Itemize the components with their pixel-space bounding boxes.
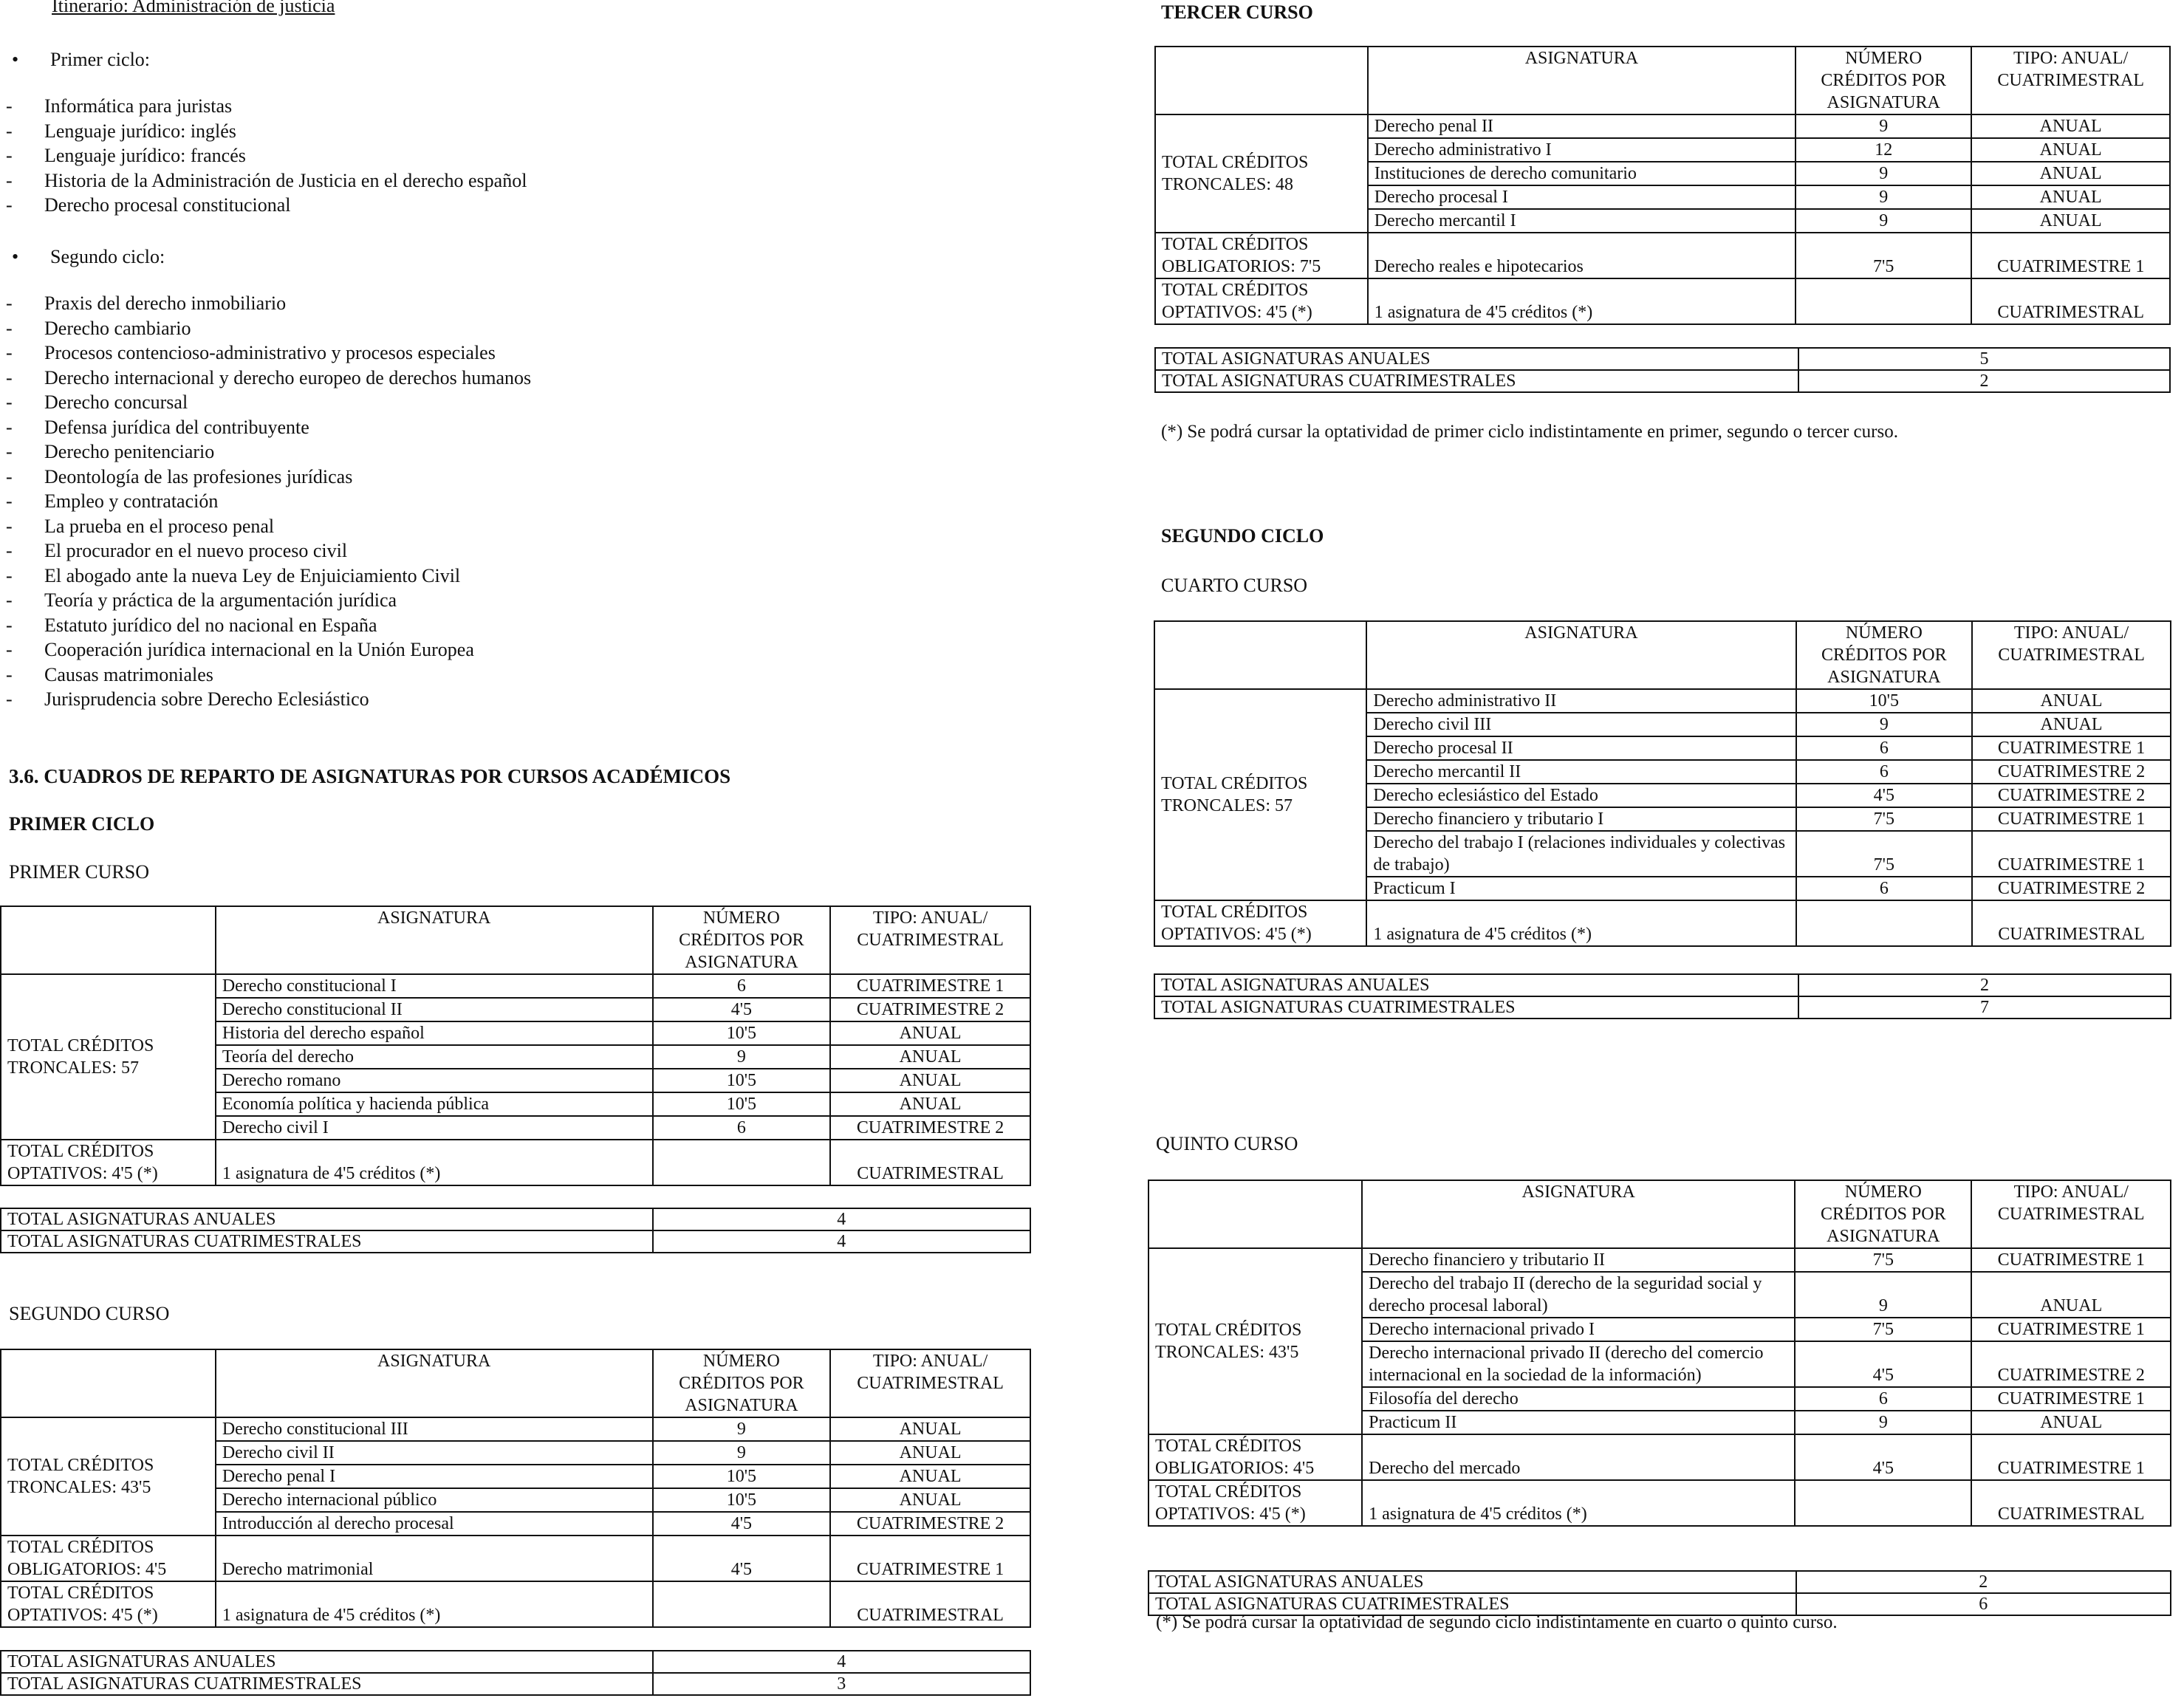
header-line: TIPO: ANUAL/ [872,908,988,928]
table-row [1154,689,2171,713]
credits-cell [1796,278,1971,324]
subject-cell: Introducción al derecho procesal [216,1512,653,1536]
credits-cell: 12 [1796,138,1971,162]
list-item: - Lenguaje jurídico: francés [0,143,1034,168]
primer-curso-totals [0,1208,1031,1253]
label-line: OPTATIVOS: 4'5 (*) [1161,925,1312,944]
header-tipo [830,1349,1030,1417]
subject-cell: 1 asignatura de 4'5 créditos (*) [1362,1480,1795,1526]
subject-cell: Derecho procesal II [1366,736,1796,760]
header-line: CRÉDITOS POR [1821,1205,1946,1224]
label-line: TOTAL CRÉDITOS [1162,281,1309,300]
totals-value: 4 [653,1651,1030,1673]
header-line: NÚMERO [1844,1182,1922,1202]
optativos-label [1155,278,1368,324]
label-line: TOTAL CRÉDITOS [1155,1482,1302,1502]
type-cell: CUATRIMESTRE 1 [1971,233,2170,278]
label-line: OPTATIVOS: 4'5 (*) [1155,1504,1306,1524]
primer-curso-heading: PRIMER CURSO [9,861,149,883]
type-cell: CUATRIMESTRE 1 [830,974,1030,998]
note-segundo-ciclo: (*) Se podrá cursar la optatividad de segundo ciclo indistintamente en cuarto o quinto curso. [1156,1612,1838,1632]
credits-cell: 4'5 [653,998,831,1021]
list-item: - La prueba en el proceso penal [0,514,1034,539]
totals-label: TOTAL ASIGNATURAS ANUALES [1154,974,1798,996]
label-line: TOTAL CRÉDITOS [1155,1321,1302,1340]
type-cell: CUATRIMESTRE 1 [1972,736,2171,760]
totals-row [1154,996,2171,1019]
list-item: - Derecho concursal [0,390,1034,415]
troncales-label [1,974,216,1140]
subject-cell: Derecho administrativo I [1368,138,1796,162]
subject-cell: Derecho financiero y tributario II [1362,1248,1795,1272]
header-line: NÚMERO [702,908,780,928]
totals-value: 4 [653,1208,1030,1230]
header-tipo [1972,621,2171,689]
list-item: - Derecho internacional y derecho europeo de derechos humanos [0,366,1034,391]
subject-cell: Derecho constitucional II [216,998,653,1021]
label-line: TRONCALES: 57 [7,1058,140,1078]
list-item: - Historia de la Administración de Justicia en el derecho español [0,168,1034,194]
type-cell: CUATRIMESTRE 2 [1972,877,2171,900]
credits-cell: 6 [1796,760,1973,784]
header-line: CUATRIMESTRAL [857,1374,1004,1393]
header-line: CUATRIMESTRAL [1998,646,2145,665]
type-cell: ANUAL [830,1465,1030,1488]
header-numero [1796,621,1973,689]
subject-cell: Derecho civil II [216,1441,653,1465]
type-cell: ANUAL [1971,1272,2171,1318]
credits-cell: 9 [653,1045,831,1069]
credits-cell: 9 [1795,1411,1971,1434]
header-line: TIPO: ANUAL/ [2013,623,2129,643]
header-row [1149,1180,2171,1248]
subject-cell: Practicum II [1362,1411,1795,1434]
credits-cell [653,1140,831,1185]
primer-ciclo-list [0,94,1034,218]
subject-cell: Derecho constitucional I [216,974,653,998]
quinto-curso-table [1148,1180,2171,1527]
subject-cell: Derecho internacional público [216,1488,653,1512]
header-asignatura: ASIGNATURA [1362,1180,1795,1248]
segundo-ciclo-label: • Segundo ciclo: [6,246,165,268]
header-row [1154,621,2171,689]
subject-cell: Derecho civil III [1366,713,1796,736]
subject-cell: Instituciones de derecho comunitario [1368,162,1796,185]
subject-cell: Derecho del mercado [1362,1434,1795,1480]
list-item: - Informática para juristas [0,94,1034,119]
subject-cell: Derecho penal I [216,1465,653,1488]
header-tipo [830,906,1030,974]
optativos-label [1154,900,1366,946]
subject-cell: Derecho civil I [216,1116,653,1140]
header-line: ASIGNATURA [685,1396,798,1415]
type-cell: CUATRIMESTRAL [1971,1480,2171,1526]
header-row [1,1349,1030,1417]
type-cell: CUATRIMESTRE 1 [1971,1434,2171,1480]
header-empty [1149,1180,1362,1248]
type-cell: CUATRIMESTRE 2 [830,998,1030,1021]
type-cell: CUATRIMESTRE 1 [1971,1248,2171,1272]
totals-row [1,1673,1030,1695]
subject-cell: Derecho internacional privado II (derecho del comercio internacional en la sociedad de la información) [1362,1341,1795,1387]
optativos-row [1,1140,1030,1185]
credits-cell: 9 [1796,209,1971,233]
header-empty [1154,621,1366,689]
type-cell: ANUAL [1972,713,2171,736]
obligatorios-label [1155,233,1368,278]
credits-cell: 7'5 [1795,1248,1971,1272]
list-item: - Teoría y práctica de la argumentación jurídica [0,588,1034,613]
obligatorios-label [1,1536,216,1581]
obligatorios-row [1155,233,2170,278]
totals-value: 6 [1796,1593,2171,1615]
label-line: TOTAL CRÉDITOS [7,1456,154,1475]
segundo-curso-totals [0,1650,1031,1696]
quinto-curso-totals [1148,1570,2171,1616]
note-primer-ciclo: (*) Se podrá cursar la optatividad de primer ciclo indistintamente en primer, segundo o tercer curso. [1161,422,1898,442]
label-line: OPTATIVOS: 4'5 (*) [1162,303,1312,322]
list-item: - Procesos contencioso-administrativo y procesos especiales [0,340,1034,366]
label-line: OPTATIVOS: 4'5 (*) [7,1606,158,1625]
subject-cell: Historia del derecho español [216,1021,653,1045]
header-numero [653,1349,831,1417]
type-cell: ANUAL [1972,689,2171,713]
type-cell: ANUAL [830,1417,1030,1441]
label-line: TOTAL CRÉDITOS [1161,774,1308,793]
type-cell: CUATRIMESTRAL [1971,278,2170,324]
type-cell: CUATRIMESTRAL [830,1140,1030,1185]
header-empty [1,906,216,974]
tercer-curso-heading: TERCER CURSO [1161,1,1313,23]
label-line: OPTATIVOS: 4'5 (*) [7,1164,158,1183]
header-line: ASIGNATURA [1827,93,1940,112]
credits-cell: 10'5 [653,1488,831,1512]
list-item: - Causas matrimoniales [0,663,1034,688]
type-cell: CUATRIMESTRE 1 [1972,807,2171,831]
totals-label: TOTAL ASIGNATURAS ANUALES [1155,348,1798,370]
header-line: ASIGNATURA [1827,1227,1940,1246]
header-line: CRÉDITOS POR [1821,646,1947,665]
type-cell: CUATRIMESTRE 1 [830,1536,1030,1581]
header-row [1,906,1030,974]
label-line: TOTAL CRÉDITOS [7,1538,154,1557]
totals-value: 5 [1798,348,2170,370]
type-cell: ANUAL [830,1441,1030,1465]
label-line: TRONCALES: 43'5 [7,1478,151,1497]
header-line: CRÉDITOS POR [679,1374,804,1393]
section-title: 3.6. CUADROS DE REPARTO DE ASIGNATURAS POR CURSOS ACADÉMICOS [9,765,731,787]
label-line: TOTAL CRÉDITOS [7,1142,154,1161]
subject-cell: Derecho matrimonial [216,1536,653,1581]
list-item: - Defensa jurídica del contribuyente [0,415,1034,440]
credits-cell: 9 [653,1441,831,1465]
credits-cell [1795,1480,1971,1526]
totals-value: 7 [1798,996,2171,1019]
credits-cell: 9 [653,1417,831,1441]
segundo-ciclo-list [0,291,1034,712]
optativos-row [1154,900,2171,946]
label-line: OBLIGATORIOS: 4'5 [1155,1459,1315,1478]
totals-label: TOTAL ASIGNATURAS CUATRIMESTRALES [1154,996,1798,1019]
credits-cell: 7'5 [1795,1318,1971,1341]
list-item: - Lenguaje jurídico: inglés [0,119,1034,144]
totals-row [1149,1571,2171,1593]
subject-cell: Derecho eclesiástico del Estado [1366,784,1796,807]
label-line: OBLIGATORIOS: 4'5 [7,1560,167,1579]
optativos-label [1,1581,216,1627]
header-line: NÚMERO [1845,49,1923,68]
totals-label: TOTAL ASIGNATURAS ANUALES [1149,1571,1796,1593]
type-cell: CUATRIMESTRE 1 [1972,831,2171,877]
header-numero [1795,1180,1971,1248]
subject-cell: Derecho administrativo II [1366,689,1796,713]
totals-label: TOTAL ASIGNATURAS CUATRIMESTRALES [1,1230,653,1253]
cuarto-curso-totals [1154,973,2171,1019]
table-row [1,1417,1030,1441]
totals-row [1,1651,1030,1673]
list-item: - Derecho procesal constitucional [0,193,1034,218]
type-cell: ANUAL [1971,209,2170,233]
header-line: CRÉDITOS POR [679,931,804,950]
totals-row [1,1208,1030,1230]
troncales-label [1154,689,1366,900]
type-cell: ANUAL [1971,1411,2171,1434]
label-line: TOTAL CRÉDITOS [7,1584,154,1603]
credits-cell: 6 [1796,736,1973,760]
table-row [1,974,1030,998]
credits-cell: 6 [653,1116,831,1140]
primer-ciclo-label: • Primer ciclo: [6,49,150,71]
list-item: - Cooperación jurídica internacional en la Unión Europea [0,637,1034,663]
credits-cell: 9 [1796,162,1971,185]
subject-cell: Filosofía del derecho [1362,1387,1795,1411]
credits-cell: 10'5 [653,1069,831,1092]
label-line: TOTAL CRÉDITOS [1162,153,1309,172]
segundo-ciclo-heading: SEGUNDO CICLO [1161,525,1324,547]
credits-cell: 7'5 [1796,233,1971,278]
totals-value: 2 [1796,1571,2171,1593]
type-cell: ANUAL [830,1069,1030,1092]
subject-cell: Derecho mercantil I [1368,209,1796,233]
credits-cell: 10'5 [653,1092,831,1116]
type-cell: CUATRIMESTRE 1 [1971,1318,2171,1341]
header-empty [1155,47,1368,114]
totals-label: TOTAL ASIGNATURAS ANUALES [1,1651,653,1673]
subject-cell: Derecho penal II [1368,114,1796,138]
tercer-curso-table [1154,46,2171,325]
type-cell: ANUAL [830,1488,1030,1512]
list-item: - Jurisprudencia sobre Derecho Eclesiástico [0,687,1034,712]
subject-cell: 1 asignatura de 4'5 créditos (*) [1368,278,1796,324]
list-item: - Derecho cambiario [0,316,1034,341]
totals-row [1155,348,2170,370]
credits-cell [1796,900,1973,946]
subject-cell: Practicum I [1366,877,1796,900]
header-numero [653,906,831,974]
type-cell: ANUAL [830,1021,1030,1045]
totals-label: TOTAL ASIGNATURAS ANUALES [1,1208,653,1230]
header-line: ASIGNATURA [1827,668,1941,687]
credits-cell: 7'5 [1796,831,1973,877]
optativos-row [1,1581,1030,1627]
list-item: - El abogado ante la nueva Ley de Enjuiciamiento Civil [0,564,1034,589]
subject-cell: Economía política y hacienda pública [216,1092,653,1116]
subject-cell: Teoría del derecho [216,1045,653,1069]
type-cell: ANUAL [1971,185,2170,209]
subject-cell: Derecho del trabajo I (relaciones individuales y colectivas de trabajo) [1366,831,1796,877]
optativos-row [1149,1480,2171,1526]
header-line: CUATRIMESTRAL [1997,71,2144,90]
type-cell: ANUAL [830,1092,1030,1116]
troncales-label [1,1417,216,1536]
header-line: NÚMERO [1845,623,1923,643]
credits-cell: 10'5 [653,1021,831,1045]
header-line: CUATRIMESTRAL [857,931,1004,950]
credits-cell: 10'5 [1796,689,1973,713]
totals-value: 3 [653,1673,1030,1695]
label-line: TRONCALES: 43'5 [1155,1343,1299,1362]
cuarto-curso-table [1154,620,2171,947]
label-line: TOTAL CRÉDITOS [7,1036,154,1055]
type-cell: CUATRIMESTRE 2 [830,1512,1030,1536]
credits-cell: 6 [653,974,831,998]
totals-value: 2 [1798,974,2171,996]
label-line: TOTAL CRÉDITOS [1155,1437,1302,1456]
header-line: NÚMERO [702,1352,780,1371]
troncales-label [1155,114,1368,233]
itinerario-title: Itinerario: Administración de justicia [52,0,335,16]
header-line: TIPO: ANUAL/ [2013,1182,2129,1202]
totals-value: 2 [1798,370,2170,392]
totals-value: 4 [653,1230,1030,1253]
type-cell: CUATRIMESTRAL [1972,900,2171,946]
subject-cell: Derecho mercantil II [1366,760,1796,784]
credits-cell: 4'5 [1795,1341,1971,1387]
credits-cell: 4'5 [653,1536,831,1581]
label-line: TOTAL CRÉDITOS [1162,235,1309,254]
type-cell: ANUAL [1971,138,2170,162]
cuarto-curso-heading: CUARTO CURSO [1161,575,1308,596]
primer-curso-table [0,906,1031,1186]
list-item: - Praxis del derecho inmobiliario [0,291,1034,316]
subject-cell: 1 asignatura de 4'5 créditos (*) [216,1581,653,1627]
credits-cell: 6 [1795,1387,1971,1411]
totals-row [1154,974,2171,996]
type-cell: CUATRIMESTRAL [830,1581,1030,1627]
subject-cell: Derecho internacional privado I [1362,1318,1795,1341]
credits-cell: 7'5 [1796,807,1973,831]
obligatorios-label [1149,1434,1362,1480]
totals-row [1155,370,2170,392]
header-line: TIPO: ANUAL/ [2013,49,2129,68]
type-cell: CUATRIMESTRE 2 [1972,784,2171,807]
header-asignatura: ASIGNATURA [1366,621,1796,689]
type-cell: CUATRIMESTRE 2 [830,1116,1030,1140]
segundo-curso-table [0,1349,1031,1628]
subject-cell: Derecho financiero y tributario I [1366,807,1796,831]
list-item: - Derecho penitenciario [0,439,1034,465]
header-asignatura: ASIGNATURA [1368,47,1796,114]
credits-cell: 9 [1796,185,1971,209]
credits-cell: 4'5 [653,1512,831,1536]
credits-cell: 9 [1796,114,1971,138]
credits-cell: 9 [1796,713,1973,736]
primer-ciclo-heading: PRIMER CICLO [9,813,155,835]
tercer-curso-totals [1154,347,2171,393]
type-cell: CUATRIMESTRE 2 [1971,1341,2171,1387]
subject-cell: Derecho constitucional III [216,1417,653,1441]
list-item: - El procurador en el nuevo proceso civil [0,538,1034,564]
totals-row [1,1230,1030,1253]
label-line: OBLIGATORIOS: 7'5 [1162,257,1321,276]
header-tipo [1971,47,2170,114]
table-row [1149,1248,2171,1272]
subject-cell: Derecho procesal I [1368,185,1796,209]
subject-cell: 1 asignatura de 4'5 créditos (*) [216,1140,653,1185]
optativos-row [1155,278,2170,324]
list-item: - Estatuto jurídico del no nacional en España [0,613,1034,638]
credits-cell: 4'5 [1795,1434,1971,1480]
header-tipo [1971,1180,2171,1248]
credits-cell [653,1581,831,1627]
totals-label: TOTAL ASIGNATURAS CUATRIMESTRALES [1155,370,1798,392]
type-cell: ANUAL [830,1045,1030,1069]
subject-cell: 1 asignatura de 4'5 créditos (*) [1366,900,1796,946]
type-cell: CUATRIMESTRE 1 [1971,1387,2171,1411]
obligatorios-row [1,1536,1030,1581]
list-item: - Empleo y contratación [0,489,1034,514]
header-asignatura: ASIGNATURA [216,906,653,974]
optativos-label [1,1140,216,1185]
credits-cell: 4'5 [1796,784,1973,807]
label-line: TRONCALES: 48 [1162,175,1294,194]
subject-cell: Derecho reales e hipotecarios [1368,233,1796,278]
obligatorios-row [1149,1434,2171,1480]
subject-cell: Derecho romano [216,1069,653,1092]
optativos-label [1149,1480,1362,1526]
header-row [1155,47,2170,114]
type-cell: ANUAL [1971,162,2170,185]
subject-cell: Derecho del trabajo II (derecho de la seguridad social y derecho procesal laboral) [1362,1272,1795,1318]
segundo-curso-heading: SEGUNDO CURSO [9,1303,170,1324]
header-empty [1,1349,216,1417]
totals-label: TOTAL ASIGNATURAS CUATRIMESTRALES [1,1673,653,1695]
header-line: ASIGNATURA [685,953,798,972]
table-row [1155,114,2170,138]
credits-cell: 9 [1795,1272,1971,1318]
label-line: TOTAL CRÉDITOS [1161,903,1308,922]
type-cell: CUATRIMESTRE 2 [1972,760,2171,784]
header-line: CRÉDITOS POR [1821,71,1946,90]
label-line: TRONCALES: 57 [1161,796,1293,815]
totals-label: TOTAL ASIGNATURAS CUATRIMESTRALES [1149,1593,1796,1615]
credits-cell: 6 [1796,877,1973,900]
header-line: CUATRIMESTRAL [1997,1205,2145,1224]
list-item: - Deontología de las profesiones jurídicas [0,465,1034,490]
credits-cell: 10'5 [653,1465,831,1488]
quinto-curso-heading: QUINTO CURSO [1156,1133,1298,1154]
header-asignatura: ASIGNATURA [216,1349,653,1417]
troncales-label [1149,1248,1362,1434]
header-line: TIPO: ANUAL/ [872,1352,988,1371]
type-cell: ANUAL [1971,114,2170,138]
header-numero [1796,47,1971,114]
